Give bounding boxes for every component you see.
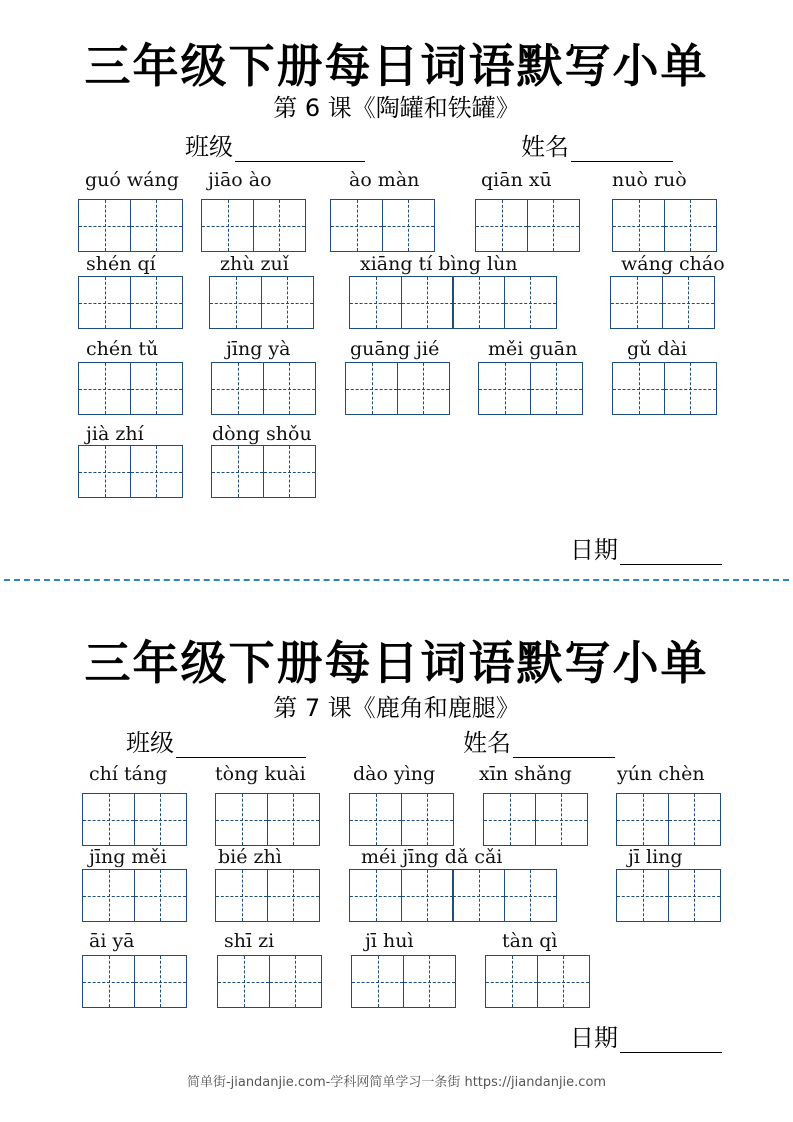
writing-grid[interactable] bbox=[78, 362, 183, 415]
grid-cell[interactable] bbox=[253, 199, 306, 252]
grid-cell[interactable] bbox=[537, 955, 590, 1008]
writing-grid[interactable] bbox=[217, 955, 322, 1008]
name-blank[interactable] bbox=[513, 731, 615, 758]
writing-grid[interactable] bbox=[78, 199, 183, 252]
grid-cell[interactable] bbox=[401, 869, 454, 922]
grid-cell[interactable] bbox=[401, 276, 454, 329]
writing-grid[interactable] bbox=[201, 199, 306, 252]
word-pinyin: bié zhì bbox=[218, 846, 282, 868]
sheet2-class-field bbox=[126, 723, 306, 758]
grid-cell[interactable] bbox=[483, 793, 536, 846]
writing-grid[interactable] bbox=[345, 362, 450, 415]
grid-cell[interactable] bbox=[82, 869, 135, 922]
writing-grid[interactable] bbox=[82, 955, 187, 1008]
grid-cell[interactable] bbox=[397, 362, 450, 415]
sheet2-lesson: 第 7 课《鹿角和鹿腿》 bbox=[273, 694, 520, 722]
grid-cell[interactable] bbox=[401, 793, 454, 846]
grid-cell[interactable] bbox=[403, 955, 456, 1008]
writing-grid[interactable] bbox=[349, 276, 557, 329]
grid-cell[interactable] bbox=[382, 199, 435, 252]
name-label: 姓名 bbox=[521, 133, 569, 161]
writing-grid[interactable] bbox=[616, 793, 721, 846]
grid-cell[interactable] bbox=[134, 869, 187, 922]
grid-cell[interactable] bbox=[201, 199, 254, 252]
word-pinyin: wáng cháo bbox=[621, 253, 725, 275]
grid-cell[interactable] bbox=[616, 793, 669, 846]
writing-grid[interactable] bbox=[485, 955, 590, 1008]
grid-cell[interactable] bbox=[610, 276, 663, 329]
word-pinyin: zhù zuǐ bbox=[220, 253, 289, 275]
class-label: 班级 bbox=[126, 729, 174, 757]
name-label: 姓名 bbox=[463, 729, 511, 757]
word-pinyin: chí táng bbox=[89, 763, 168, 785]
grid-cell[interactable] bbox=[78, 362, 131, 415]
class-label: 班级 bbox=[185, 133, 233, 161]
grid-cell[interactable] bbox=[478, 362, 531, 415]
writing-grid[interactable] bbox=[616, 869, 721, 922]
word-pinyin: nuò ruò bbox=[612, 169, 687, 191]
word-pinyin: tàn qì bbox=[502, 930, 558, 952]
grid-cell[interactable] bbox=[668, 869, 721, 922]
grid-cell[interactable] bbox=[452, 276, 505, 329]
word-pinyin: dào yìng bbox=[353, 763, 436, 785]
word-pinyin: ào màn bbox=[349, 169, 420, 191]
grid-cell[interactable] bbox=[612, 362, 665, 415]
date-label: 日期 bbox=[570, 1024, 618, 1052]
name-blank[interactable] bbox=[571, 135, 673, 162]
grid-cell[interactable] bbox=[78, 445, 131, 498]
sheet1-name-field bbox=[521, 127, 673, 162]
word-pinyin: gǔ dài bbox=[627, 338, 688, 360]
cut-line bbox=[4, 579, 789, 581]
writing-grid[interactable] bbox=[78, 276, 183, 329]
grid-cell[interactable] bbox=[211, 445, 264, 498]
writing-grid[interactable] bbox=[612, 362, 717, 415]
word-pinyin: shén qí bbox=[86, 253, 156, 275]
grid-cell[interactable] bbox=[504, 276, 557, 329]
word-pinyin: shī zi bbox=[224, 930, 275, 952]
grid-cell[interactable] bbox=[130, 445, 183, 498]
grid-cell[interactable] bbox=[261, 276, 314, 329]
word-pinyin: chén tǔ bbox=[86, 338, 159, 360]
writing-grid[interactable] bbox=[215, 793, 320, 846]
grid-cell[interactable] bbox=[267, 869, 320, 922]
word-pinyin: jīng yà bbox=[226, 338, 291, 360]
grid-cell[interactable] bbox=[209, 276, 262, 329]
word-pinyin: xīn shǎng bbox=[479, 763, 572, 785]
writing-grid[interactable] bbox=[82, 793, 187, 846]
word-pinyin: guó wáng bbox=[85, 169, 179, 191]
grid-cell[interactable] bbox=[130, 276, 183, 329]
footer-watermark: 简单街-jiandanjie.com-学科网简单学习一条街 https://jiandanjie.com bbox=[186, 1075, 607, 1090]
grid-cell[interactable] bbox=[263, 445, 316, 498]
writing-grid[interactable] bbox=[475, 199, 580, 252]
word-pinyin: guāng jié bbox=[350, 338, 440, 360]
grid-cell[interactable] bbox=[530, 362, 583, 415]
word-pinyin: jī huì bbox=[365, 930, 414, 952]
writing-grid[interactable] bbox=[209, 276, 314, 329]
date-blank[interactable] bbox=[620, 1026, 722, 1053]
grid-cell[interactable] bbox=[269, 955, 322, 1008]
class-blank[interactable] bbox=[235, 135, 365, 162]
writing-grid[interactable] bbox=[215, 869, 320, 922]
word-pinyin: jī ling bbox=[628, 846, 683, 868]
word-pinyin: dòng shǒu bbox=[212, 423, 312, 445]
grid-cell[interactable] bbox=[527, 199, 580, 252]
word-pinyin: jià zhí bbox=[86, 423, 144, 445]
sheet2-title: 三年级下册每日词语默写小单 bbox=[84, 636, 709, 690]
writing-grid[interactable] bbox=[349, 793, 454, 846]
grid-cell[interactable] bbox=[612, 199, 665, 252]
writing-grid[interactable] bbox=[211, 362, 316, 415]
grid-cell[interactable] bbox=[664, 362, 717, 415]
grid-cell[interactable] bbox=[351, 955, 404, 1008]
grid-cell[interactable] bbox=[263, 362, 316, 415]
grid-cell[interactable] bbox=[134, 955, 187, 1008]
grid-cell[interactable] bbox=[217, 955, 270, 1008]
writing-grid[interactable] bbox=[612, 199, 717, 252]
grid-cell[interactable] bbox=[475, 199, 528, 252]
writing-grid[interactable] bbox=[349, 869, 557, 922]
grid-cell[interactable] bbox=[78, 199, 131, 252]
grid-cell[interactable] bbox=[330, 199, 383, 252]
sheet1-date-field bbox=[570, 530, 722, 565]
writing-grid[interactable] bbox=[478, 362, 583, 415]
word-pinyin: qiān xū bbox=[481, 169, 552, 191]
grid-cell[interactable] bbox=[134, 793, 187, 846]
word-pinyin: jīng měi bbox=[89, 846, 167, 868]
grid-cell[interactable] bbox=[349, 276, 402, 329]
grid-cell[interactable] bbox=[78, 276, 131, 329]
date-blank[interactable] bbox=[620, 538, 722, 565]
writing-grid[interactable] bbox=[610, 276, 715, 329]
grid-cell[interactable] bbox=[485, 955, 538, 1008]
writing-grid[interactable] bbox=[82, 869, 187, 922]
date-label: 日期 bbox=[570, 536, 618, 564]
sheet1-class-field bbox=[185, 127, 365, 162]
sheet1-lesson: 第 6 课《陶罐和铁罐》 bbox=[273, 94, 520, 122]
grid-cell[interactable] bbox=[130, 199, 183, 252]
grid-cell[interactable] bbox=[616, 869, 669, 922]
word-pinyin: méi jīng dǎ cǎi bbox=[361, 846, 503, 868]
grid-cell[interactable] bbox=[345, 362, 398, 415]
writing-grid[interactable] bbox=[211, 445, 316, 498]
grid-cell[interactable] bbox=[535, 793, 588, 846]
writing-grid[interactable] bbox=[78, 445, 183, 498]
grid-cell[interactable] bbox=[668, 793, 721, 846]
word-pinyin: yún chèn bbox=[617, 763, 705, 785]
word-pinyin: āi yā bbox=[89, 930, 135, 952]
grid-cell[interactable] bbox=[662, 276, 715, 329]
grid-cell[interactable] bbox=[267, 793, 320, 846]
grid-cell[interactable] bbox=[82, 955, 135, 1008]
grid-cell[interactable] bbox=[664, 199, 717, 252]
writing-grid[interactable] bbox=[483, 793, 588, 846]
word-pinyin: tòng kuài bbox=[215, 763, 306, 785]
word-pinyin: jiāo ào bbox=[208, 169, 272, 191]
sheet1-title: 三年级下册每日词语默写小单 bbox=[84, 39, 709, 93]
grid-cell[interactable] bbox=[452, 869, 505, 922]
grid-cell[interactable] bbox=[215, 793, 268, 846]
word-pinyin: měi guān bbox=[488, 338, 578, 360]
writing-grid[interactable] bbox=[351, 955, 456, 1008]
class-blank[interactable] bbox=[176, 731, 306, 758]
writing-grid[interactable] bbox=[330, 199, 435, 252]
sheet2-name-field bbox=[463, 723, 615, 758]
sheet2-date-field bbox=[570, 1018, 722, 1053]
grid-cell[interactable] bbox=[215, 869, 268, 922]
word-pinyin: xiāng tí bìng lùn bbox=[360, 253, 518, 275]
grid-cell[interactable] bbox=[211, 362, 264, 415]
grid-cell[interactable] bbox=[349, 869, 402, 922]
grid-cell[interactable] bbox=[349, 793, 402, 846]
grid-cell[interactable] bbox=[82, 793, 135, 846]
grid-cell[interactable] bbox=[130, 362, 183, 415]
grid-cell[interactable] bbox=[504, 869, 557, 922]
